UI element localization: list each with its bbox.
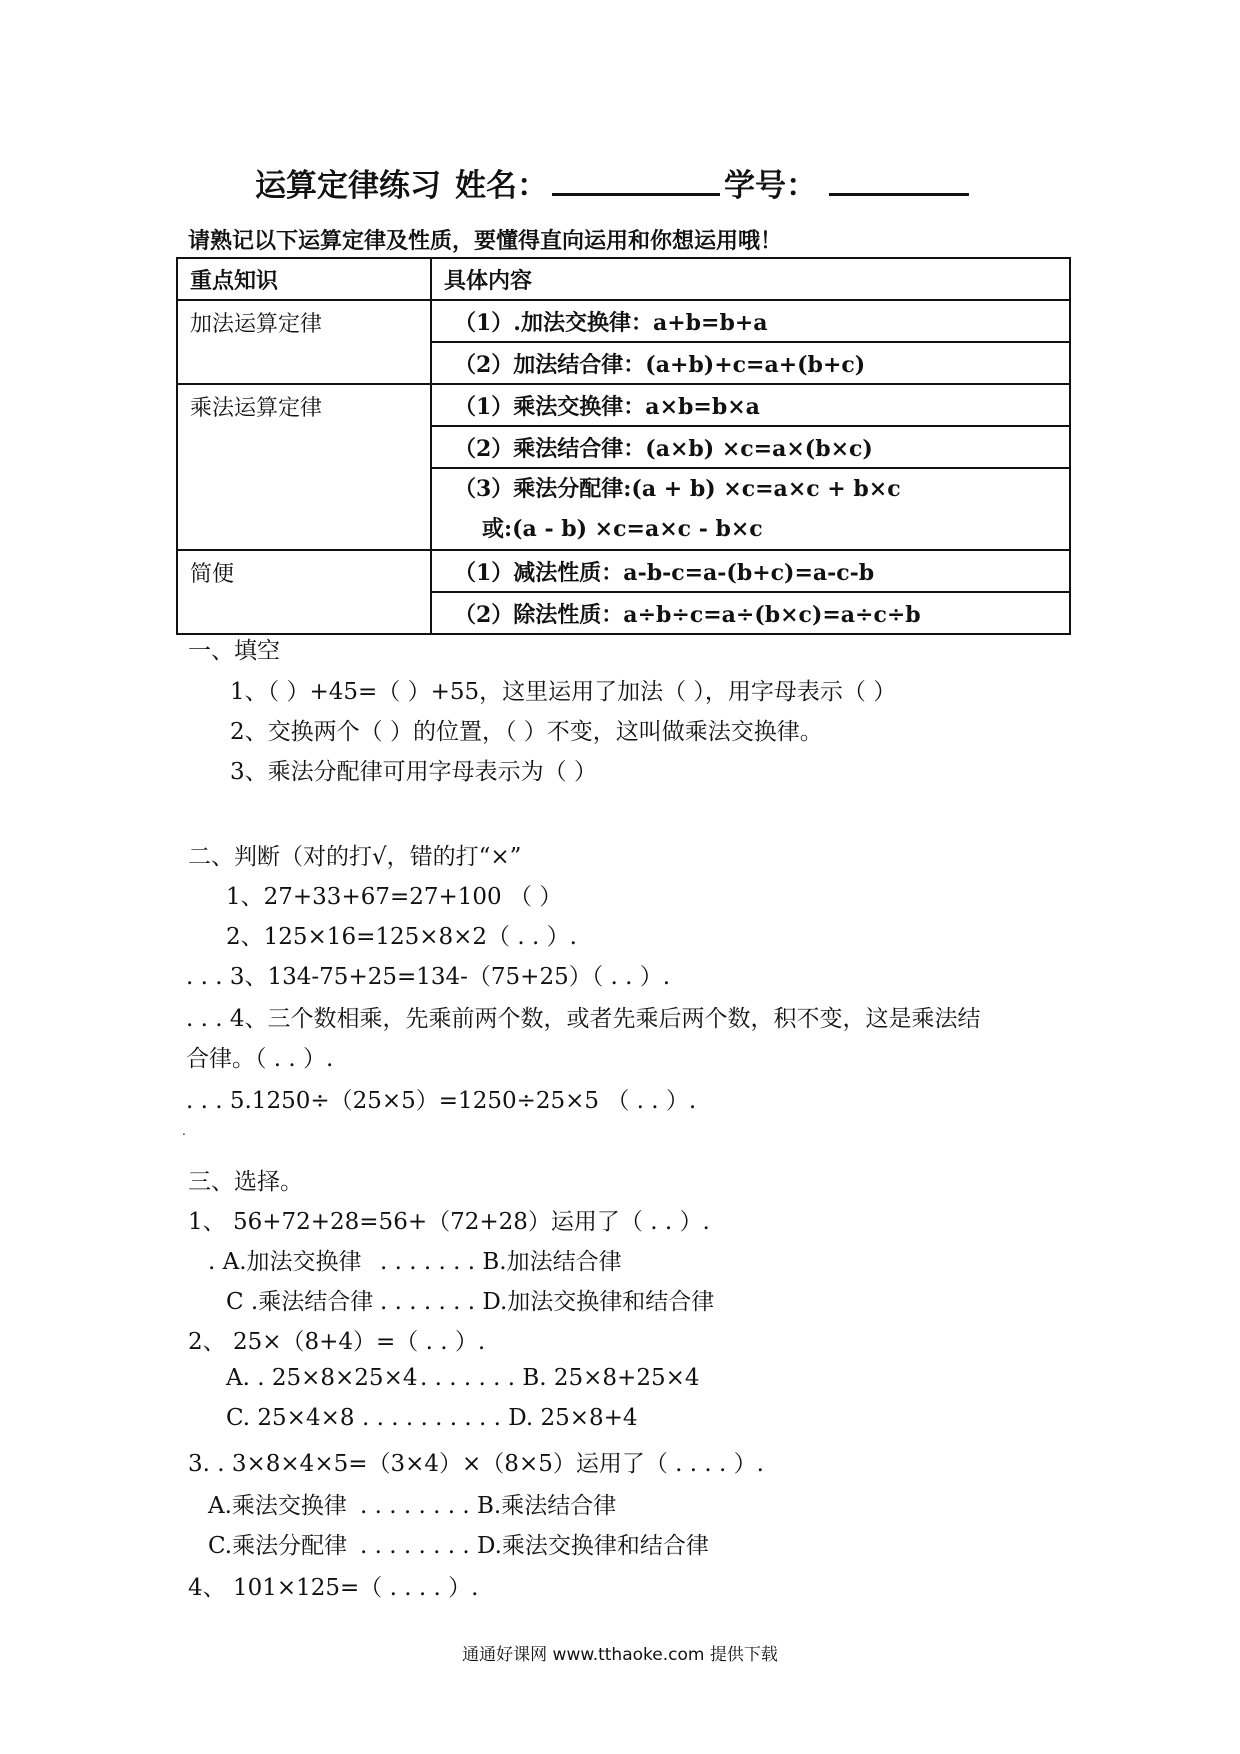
choice-question-3: 3. . 3×8×4×5=（3×4）×（8×5）运用了（ . . . . ）. xyxy=(188,1451,764,1477)
distributive-line-2: 或:(a - b) ×c=a×c - b×c xyxy=(482,516,763,542)
multiplication-commutative: （1）乘法交换律：a×b=b×a xyxy=(431,384,1070,426)
knowledge-table xyxy=(176,257,1071,635)
choice-1-option-a: . A.加法交换律 xyxy=(208,1249,362,1275)
true-false-question-2: 2、125×16=125×8×2（ . . ）. xyxy=(226,924,577,950)
choice-3-option-d: . . . . . . . . D.乘法交换律和结合律 xyxy=(360,1533,709,1559)
section-choice-title: 三、选择。 xyxy=(188,1169,303,1195)
table-row xyxy=(177,550,1070,592)
choice-1-option-d: . . . . . . . D.加法交换律和结合律 xyxy=(380,1289,715,1315)
choice-2-option-c: C. 25×4×8 xyxy=(226,1405,355,1431)
page-title xyxy=(255,160,973,205)
division-property: （2）除法性质：a÷b÷c=a÷(b×c)=a÷c÷b xyxy=(431,592,1070,634)
choice-question-1: 1、 56+72+28=56+（72+28）运用了（ . . ）. xyxy=(188,1209,710,1235)
addition-commutative: （1）.加法交换律：a+b=b+a xyxy=(431,300,1070,342)
true-false-question-3: . . . 3、134-75+25=134-（75+25）（ . . ）. xyxy=(186,964,671,990)
table-row xyxy=(177,300,1070,342)
student-id-label: 学号： xyxy=(724,168,817,204)
choice-question-2: 2、 25×（8+4）=（ . . ）. xyxy=(188,1329,486,1355)
table-header-content: 具体内容 xyxy=(431,258,1070,300)
choice-2-option-a: A. . 25×8×25×4 xyxy=(226,1365,418,1391)
true-false-question-1: 1、27+33+67=27+100 （ ） xyxy=(226,884,563,910)
worksheet-title: 运算定律练习 xyxy=(255,168,441,204)
choice-3-option-a: A.乘法交换律 xyxy=(208,1493,347,1519)
table-row xyxy=(177,384,1070,426)
section-true-false-title: 二、判断（对的打√，错的打“×” xyxy=(188,844,522,870)
footer-credit: 通通好课网 www.tthaoke.com 提供下载 xyxy=(462,1645,778,1665)
true-false-question-4: . . . 4、三个数相乘，先乘前两个数，或者先乘后两个数，积不变，这是乘法结 xyxy=(186,1006,981,1032)
true-false-question-4-cont: 合律。（ . . ）. xyxy=(186,1046,334,1072)
choice-3-option-c: C.乘法分配律 xyxy=(208,1533,348,1559)
table-header-row xyxy=(177,258,1070,300)
choice-2-option-b: . . . . . . . B. 25×8+25×4 xyxy=(420,1365,700,1391)
multiplication-distributive xyxy=(431,468,1070,550)
choice-question-4: 4、 101×125=（ . . . . ）. xyxy=(188,1575,479,1601)
choice-1-option-b: . . . . . . . B.加法结合律 xyxy=(380,1249,622,1275)
true-false-question-5: . . . 5.1250÷（25×5）=1250÷25×5 （ . . ）. xyxy=(186,1088,697,1114)
stray-dot: . xyxy=(182,1124,186,1138)
addition-associative: （2）加法结合律：(a+b)+c=a+(b+c) xyxy=(431,342,1070,384)
student-id-blank[interactable] xyxy=(829,171,969,196)
intro-text: 请熟记以下运算定律及性质，要懂得直向运用和你想运用哦！ xyxy=(188,228,783,254)
category-addition: 加法运算定律 xyxy=(177,300,431,384)
choice-2-option-d: . . . . . . . . . . D. 25×8+4 xyxy=(362,1405,638,1431)
multiplication-associative: （2）乘法结合律：(a×b) ×c=a×(b×c) xyxy=(431,426,1070,468)
table-header-key-knowledge: 重点知识 xyxy=(177,258,431,300)
choice-3-option-b: . . . . . . . . B.乘法结合律 xyxy=(360,1493,617,1519)
fill-blank-question-1: 1、（ ）+45=（ ）+55，这里运用了加法（ ），用字母表示（ ） xyxy=(230,679,897,705)
section-fill-blank-title: 一、填空 xyxy=(188,638,280,664)
name-blank[interactable] xyxy=(552,171,720,196)
choice-1-option-c: C .乘法结合律 xyxy=(226,1289,374,1315)
category-simplification: 简便 xyxy=(177,550,431,634)
distributive-line-1: （3）乘法分配律:(a + b) ×c=a×c + b×c xyxy=(454,476,901,502)
fill-blank-question-2: 2、交换两个（ ）的位置，（ ）不变，这叫做乘法交换律。 xyxy=(230,719,823,745)
fill-blank-question-3: 3、乘法分配律可用字母表示为（ ） xyxy=(230,759,597,785)
category-multiplication: 乘法运算定律 xyxy=(177,384,431,550)
name-label: 姓名： xyxy=(455,168,548,204)
subtraction-property: （1）减法性质：a-b-c=a-(b+c)=a-c-b xyxy=(431,550,1070,592)
